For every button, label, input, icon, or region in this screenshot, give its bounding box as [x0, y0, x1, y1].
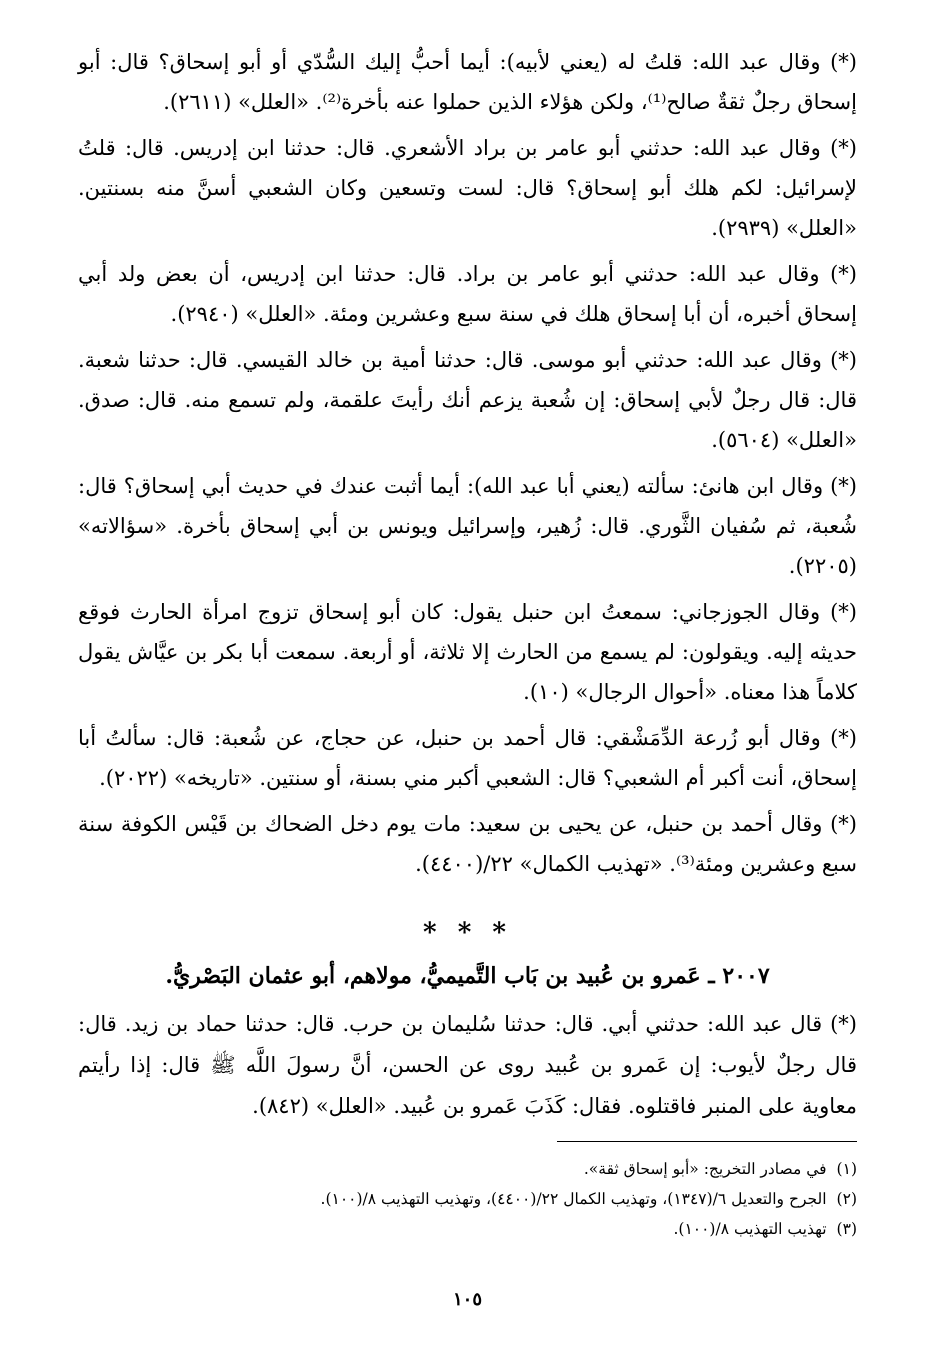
paragraph-death-year: (*) وقال عبد الله: حدثني أبو عامر بن براد. قال: حدثنا ابن إدريس، أن بعض ولد أبي إسحاق أخبره، أن أبا إسحاق هلك في سنة سبع وعشرين ومئة. «العلل» (٢٩٤٠).	[78, 262, 857, 326]
paragraph-yahya-bin-said: (*) وقال أحمد بن حنبل، عن يحيى بن سعيد: مات يوم دخل الضحاك بن قَيْس الكوفة سنة سبع وعشرين ومئة⁽³⁾. «تهذيب الكمال» ٢٢/(٤٤٠٠).	[78, 812, 857, 876]
page-number: ١٠٥	[452, 1289, 482, 1310]
footnote-text: في مصادر التخريج: «أبو إسحاق ثقة».	[583, 1160, 827, 1178]
footnote-item	[78, 1214, 857, 1244]
entry-body: (*) قال عبد الله: حدثني أبي. قال: حدثنا سُليمان بن حرب. قال: حدثنا حماد بن زيد. قال: قال رجلٌ لأيوب: إن عَمرو بن عُبيد روى عن الحسن، أنَّ رسولَ اللَّه ﷺ قال: إذا رأيتم معاوية على المنبر فاقتلوه. فقال: كَذَبَ عَمرو بن عُبيد. «العلل» (٨٤٢).	[78, 1012, 857, 1118]
paragraph-alqama: (*) وقال عبد الله: حدثني أبو موسى. قال: حدثنا أمية بن خالد القيسي. قال: حدثنا شعبة. قال: قال رجلٌ لأبي إسحاق: إن شُعبة يزعم أنك رأيتَ علقمة، ولم تسمع منه. قال: صدق. «العلل» (٥٦٠٤).	[78, 348, 857, 452]
entry-heading: ٢٠٠٧ ـ عَمرو بن عُبيد بن بَاب التَّميميُّ، مولاهم، أبو عثمان البَصْريُّ.	[165, 963, 770, 989]
footnote-number: (٢)	[836, 1190, 857, 1208]
paragraph-abu-zura: (*) وقال أبو زُرعة الدِّمَشْقي: قال أحمد بن حنبل، عن حجاج، عن شُعبة: قال: سألتُ أبا إسحاق، أنت أكبر أم الشعبي؟ قال: الشعبي أكبر مني بسنة، أو سنتين. «تاريخه» (٢٠٢٢).	[78, 726, 857, 790]
footnote-item	[78, 1154, 857, 1184]
section-separator: * * *	[423, 918, 512, 948]
footnote-number: (٣)	[836, 1220, 857, 1238]
footnote-number: (١)	[836, 1160, 857, 1178]
footnote-item	[78, 1184, 857, 1214]
footnotes	[78, 1154, 857, 1244]
paragraph-israil-age: (*) وقال عبد الله: حدثني أبو عامر بن براد الأشعري. قال: حدثنا ابن إدريس. قال: قلتُ لإسرائيل: لكم هلك أبو إسحاق؟ قال: لست وتسعين وكان الشعبي أسنَّ منه بسنتين. «العلل» (٢٩٣٩).	[78, 136, 857, 240]
main-text	[78, 42, 857, 892]
footnote-divider	[557, 1141, 857, 1142]
paragraph-juzjani: (*) وقال الجوزجاني: سمعتُ ابن حنبل يقول: كان أبو إسحاق تزوج امرأة الحارث فوقع حديثه إليه. ويقولون: لم يسمع من الحارث إلا ثلاثة، أو أربعة. سمعت أبا بكر بن عيَّاش يقول كلاماً هذا معناه. «أحوال الرجال» (١٠).	[78, 600, 857, 704]
paragraph-ibn-hani: (*) وقال ابن هانئ: سألته (يعني أبا عبد الله): أيما أثبت عندك في حديث أبي إسحاق؟ قال: شُعبة، ثم سُفيان الثَّوري. قال: زُهير، وإسرائيل ويونس بن أبي إسحاق بأخرة. «سؤالاته» (٢٢٠٥).	[78, 474, 857, 578]
footnote-text: تهذيب التهذيب ٨/(١٠٠).	[673, 1220, 827, 1238]
paragraph-abdullah-sudi: (*) وقال عبد الله: قلتُ له (يعني لأبيه): أيما أحبُّ إليك السُّدّي أو أبو إسحاق؟ قال: أبو إسحاق رجلٌ ثقةٌ صالح⁽¹⁾، ولكن هؤلاء الذين حملوا عنه بأخرة⁽²⁾. «العلل» (٢٦١١).	[78, 50, 857, 114]
footnote-text: الجرح والتعديل ٦/(١٣٤٧)، وتهذيب الكمال ٢٢/(٤٤٠٠)، وتهذيب التهذيب ٨/(١٠٠).	[320, 1190, 827, 1208]
